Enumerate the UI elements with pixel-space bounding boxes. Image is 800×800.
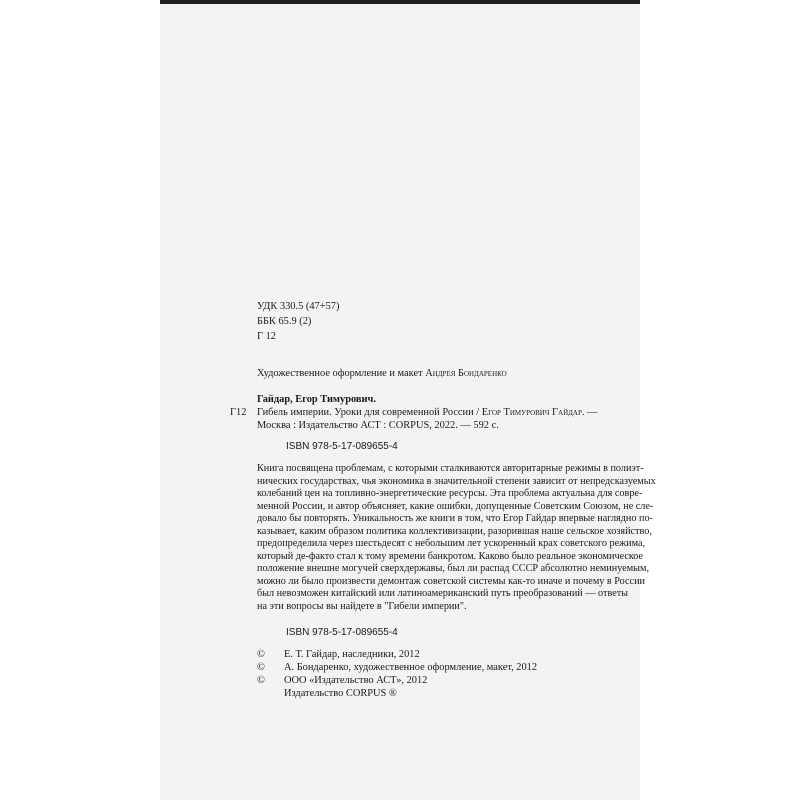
bib-title-line [257,407,597,419]
annotation-line: Книга посвящена проблемам, с которыми сталкиваются авторитарные режимы в полиэт- [257,463,644,474]
bbk-code: ББК 65.9 (2) [257,316,312,327]
annotation-line: положение внешне могучей сверхдержавы, был ли распад СССР абсолютно неминуемым, [257,563,649,574]
copyright-line: Е. Т. Гайдар, наследники, 2012 [284,649,420,660]
annotation-line: менной России, и автор объясняет, какие ошибки, допущенные Советским Союзом, не сле- [257,500,654,512]
annotation-line: казывает, каким образом политика коллективизации, разорившая наше сельское хозяйство, [257,525,652,537]
copyright-line: ООО «Издательство АСТ», 2012 [284,675,428,686]
annotation-line: предопределила через шестьдесят с небольшим лет ускоренный крах советского режима, [257,538,646,549]
bib-author: Гайдар, Егор Тимурович. [257,394,376,405]
annotation-line: нических государствах, чья экономика в значительной степени зависит от непредсказуемых [257,475,656,487]
annotation-line: колебаний цен на топливно-энергетические ресурсы. Эта проблема актуальна для совре- [257,488,643,499]
annotation-line: который де-факто стал к тому времени банкротом. Каково было реальное экономическое [257,550,644,562]
copyright-line: А. Бондаренко, художественное оформление, макет, 2012 [284,662,538,673]
bib-title: Гибель империи. Уроки для современной России / [257,407,482,418]
annotation-line: был невозможен китайский или латиноамериканский путь преобразований — ответы [257,588,629,599]
annotation-line: на эти вопросы вы найдете в "Гибели империи". [257,600,467,612]
copyright-symbol: © [257,675,265,686]
isbn-top: ISBN 978-5-17-089655-4 [286,441,398,452]
isbn-bottom: ISBN 978-5-17-089655-4 [286,627,398,638]
author-mark: Г 12 [257,331,276,342]
copyright-symbol: © [257,649,265,660]
udk-code: УДК 330.5 (47+57) [257,301,340,312]
annotation-line: довало бы повторять. Уникальность же книги в том, что Егор Гайдар впервые наглядно по- [257,513,653,524]
bib-title-end: . — [581,407,598,418]
copyright-symbol: © [257,662,265,673]
publisher-trademark: Издательство CORPUS ® [284,688,397,699]
design-credit-text: Художественное оформление и макет [257,368,426,379]
annotation-line: можно ли было произвести демонтаж советской системы как-то иначе и почему в России [257,575,645,587]
designer-name: Андрея Бондаренко [425,368,507,379]
bib-mark: Г12 [230,407,247,418]
bib-author-sc: Егор Тимурович Гайдар [481,407,582,418]
scan-top-edge [160,0,640,4]
design-credit [257,368,507,380]
bib-publisher-line: Москва : Издательство АСТ : CORPUS, 2022. — 592 с. [257,420,499,431]
